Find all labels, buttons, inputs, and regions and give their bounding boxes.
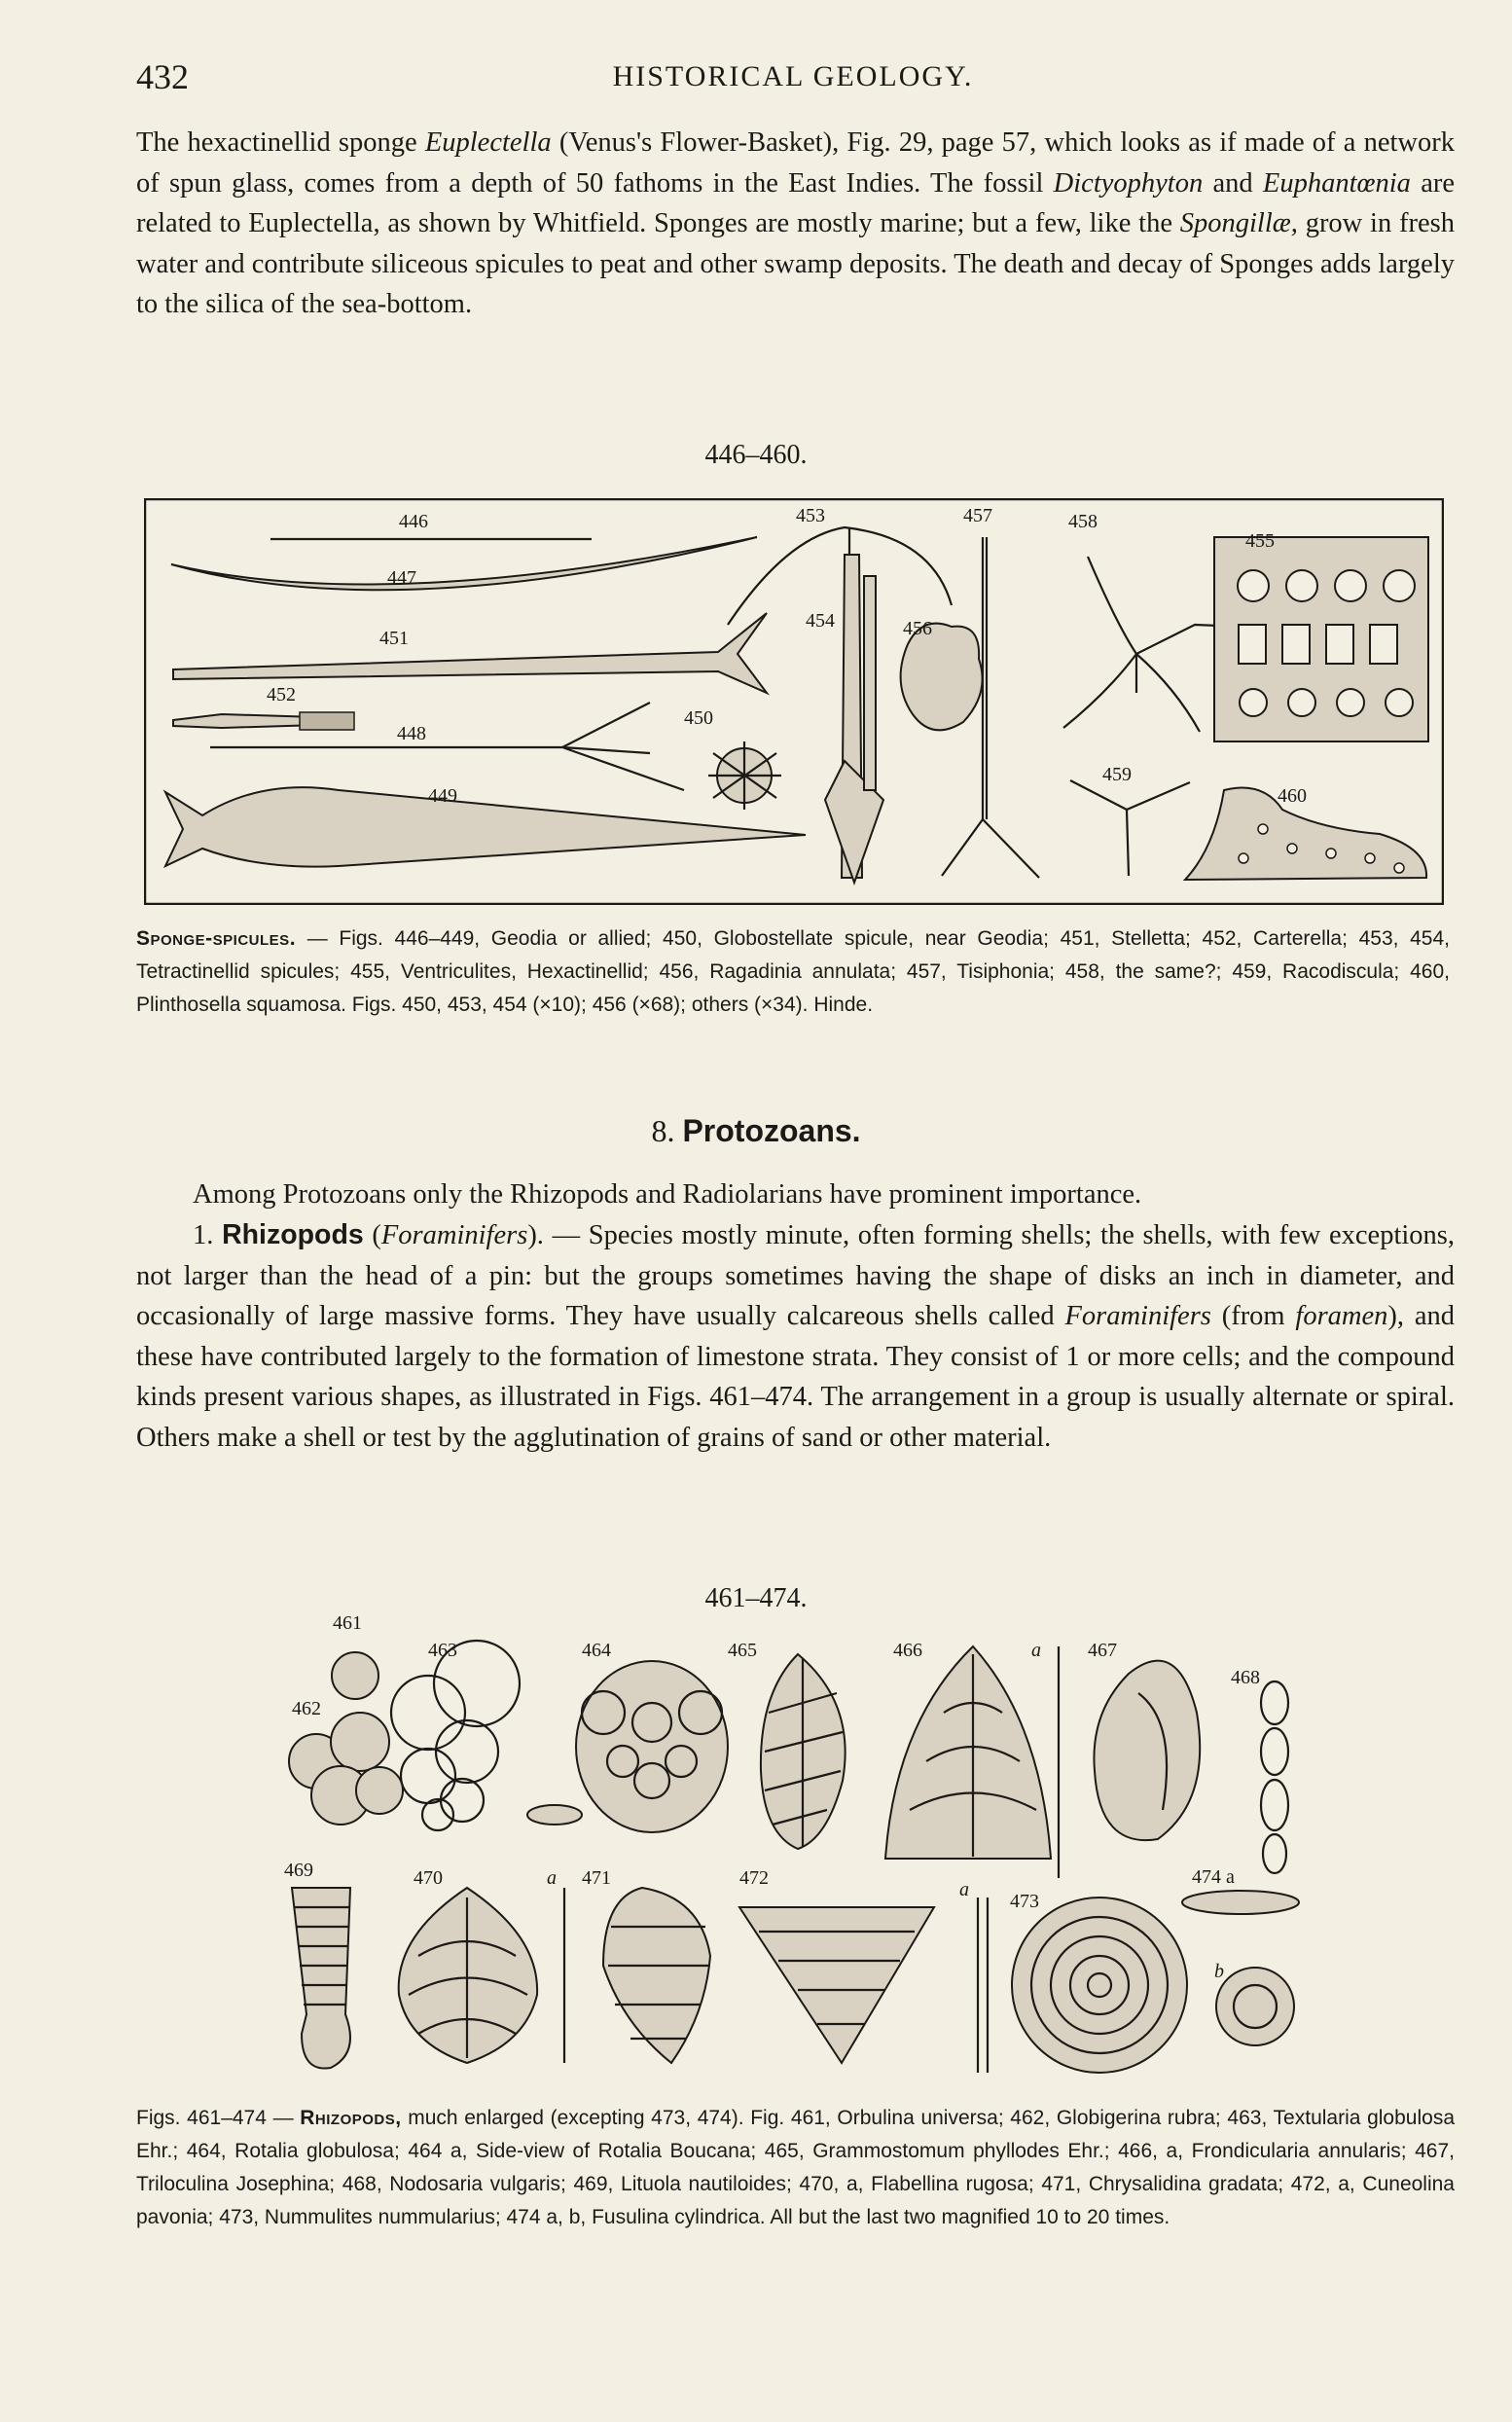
foram-463 <box>391 1641 520 1830</box>
section-title: Protozoans. <box>682 1113 861 1148</box>
foram-464a <box>527 1805 582 1825</box>
caption-lead: Sponge-spicules. <box>136 927 297 950</box>
text-run: The hexactinellid sponge <box>136 127 425 158</box>
foram-468 <box>1261 1681 1288 1873</box>
label-462: 462 <box>292 1698 321 1719</box>
label-463: 463 <box>428 1640 457 1661</box>
label-456: 456 <box>903 618 932 639</box>
spicule-456 <box>901 624 983 731</box>
section-heading <box>0 1113 1512 1149</box>
text-run: and <box>1203 167 1263 199</box>
label-470a: a <box>547 1867 557 1889</box>
caption-lead: Rhizopods, <box>300 2107 402 2129</box>
text-run: ( <box>363 1220 381 1250</box>
label-449: 449 <box>428 785 457 807</box>
sponge-spicules-illustration <box>144 498 1444 905</box>
label-474b: b <box>1214 1961 1224 1982</box>
spicule-453 <box>728 527 952 625</box>
italic-term: Euplectella <box>424 127 552 158</box>
foram-467 <box>1094 1661 1200 1840</box>
foram-473 <box>1012 1898 1187 2073</box>
text-run: ), and these have contributed largely to the formation of limestone strata. They consist of 1 or more cells; and the compound kinds present various shapes, as illustrated in Figs. 461–474. The arrangement in a group is usually alternate or spiral. Others make a shell or test by the agglutination of grains of sand or other material. <box>136 1301 1456 1453</box>
spicule-454-shaft <box>864 576 876 790</box>
text-run: ). <box>527 1220 544 1250</box>
italic-term: Foraminifers <box>1064 1301 1211 1331</box>
foram-472a <box>978 1898 988 2073</box>
text-run: — Species mostly minute, often forming shells; the shells, with few exceptions, not larger than the head of a pin: but the groups sometimes having the shape of disks an inch in diameter, and occasionally of large massive forms. They have usually calcareous shells called <box>136 1220 1455 1331</box>
foram-471 <box>603 1888 710 2063</box>
italic-term: Dictyophyton <box>1053 167 1204 199</box>
spicule-459 <box>1070 780 1190 876</box>
figure-1-caption <box>136 922 1450 1022</box>
italic-term: Euphantœnia <box>1262 167 1411 199</box>
caption-body: — Figs. 446–449, Geodia or allied; 450, Globostellate spicule, near Geodia; 451, Stelletta; 452, Carterella; 453, 454, Tetractinellid spicules; 455, Ventriculites, Hexactinellid; 456, Ragadinia annulata; 457, Tisiphonia; 458, the same?; 459, Racodiscula; 460, Plinthosella squamosa. Figs. 450, 453, 454 (×10); 456 (×68); others (×34). Hinde. <box>136 927 1450 1016</box>
label-471: 471 <box>582 1867 611 1889</box>
bold-term: Rhizopods <box>222 1219 364 1250</box>
label-459: 459 <box>1102 764 1132 785</box>
paragraph-protozoans: Among Protozoans only the Rhizopods and Radiolarians have prominent importance. <box>193 1179 1142 1210</box>
foram-466 <box>885 1646 1051 1859</box>
italic-term: foramen <box>1295 1301 1388 1331</box>
figure-2-plate <box>272 1606 1343 2092</box>
label-472a: a <box>959 1879 969 1900</box>
figure-1-plate <box>144 498 1444 905</box>
foram-474b <box>1216 1968 1294 2045</box>
text-run: (Venus's Flower-Basket), Fig. 29, page 57, which looks as if made of a network of spun glass, comes from a depth of 50 fathoms in the East Indies. The fossil <box>136 127 1455 199</box>
label-466a: a <box>1031 1640 1041 1661</box>
spicule-449 <box>165 787 806 866</box>
label-473: 473 <box>1010 1891 1039 1912</box>
label-447: 447 <box>387 567 416 589</box>
label-460: 460 <box>1278 785 1307 807</box>
figure-2-caption <box>136 2102 1455 2234</box>
figure-2-number: 461–474. <box>704 1583 808 1613</box>
running-head <box>136 56 1450 105</box>
label-457: 457 <box>963 505 992 526</box>
text-run: grow in fresh water and contribute siliceous spicules to peat and other swamp deposits. The death and decay of Sponges adds largely to the silica of the sea-bottom. <box>136 208 1455 319</box>
label-469: 469 <box>284 1860 313 1881</box>
figure-1-number: 446–460. <box>704 440 808 470</box>
spicule-450-rays <box>708 741 781 810</box>
page-number: 432 <box>136 57 189 96</box>
text-run: are related to Euplectella, as shown by Whitfield. Sponges are mostly marine; but a few, like the <box>136 167 1455 238</box>
label-472: 472 <box>739 1867 769 1889</box>
intro-paragraph <box>136 123 1455 325</box>
caption-body: much enlarged (excepting 473, 474). Fig. 461, Orbulina universa; 462, Globigerina rubra; 463, Textularia globulosa Ehr.; 464, Rotalia globulosa; 464 a, Side-view of Rotalia Boucana; 465, Grammostomum phyllodes Ehr.; 466, a, Frondicularia annularis; 467, Triloculina Josephina; 468, Nodosaria vulgaris; 469, Lituola nautiloides; 470, a, Flabellina rugosa; 471, Chrysalidina gradata; 472, a, Cuneolina pavonia; 473, Nummulites nummularius; 474 a, b, Fusulina cylindrica. All but the last two magnified 10 to 20 times. <box>136 2107 1455 2228</box>
label-464: 464 <box>582 1640 611 1661</box>
label-461: 461 <box>333 1612 362 1634</box>
foram-474a <box>1182 1891 1299 1914</box>
italic-term: Foraminifers <box>380 1220 528 1250</box>
foram-461 <box>332 1652 378 1699</box>
label-446: 446 <box>399 511 428 532</box>
spicule-447 <box>171 537 757 590</box>
spicule-452-knot <box>300 712 354 730</box>
foram-464 <box>576 1661 728 1832</box>
foram-469 <box>292 1888 350 2069</box>
label-465: 465 <box>728 1640 757 1661</box>
caption-lead-prefix: Figs. 461–474 — <box>136 2107 301 2129</box>
label-452: 452 <box>267 684 296 705</box>
label-470: 470 <box>414 1867 443 1889</box>
label-454: 454 <box>806 610 835 632</box>
label-451: 451 <box>379 628 409 649</box>
label-468: 468 <box>1231 1667 1260 1688</box>
label-467: 467 <box>1088 1640 1117 1661</box>
spicule-451 <box>173 613 767 693</box>
label-453: 453 <box>796 505 825 526</box>
label-455: 455 <box>1245 530 1275 552</box>
item-number: 1. <box>193 1220 214 1250</box>
paragraph-rhizopods <box>136 1215 1455 1458</box>
label-448: 448 <box>397 723 426 744</box>
rhizopods-illustration <box>272 1606 1343 2092</box>
text-run: (from <box>1210 1301 1296 1331</box>
label-458: 458 <box>1068 511 1098 532</box>
foram-462 <box>289 1713 403 1825</box>
label-474a: 474 a <box>1192 1866 1235 1888</box>
italic-term: Spongillæ, <box>1179 208 1298 238</box>
label-450: 450 <box>684 707 713 729</box>
section-number: 8. <box>651 1113 675 1148</box>
label-466: 466 <box>893 1640 922 1661</box>
running-title: HISTORICAL GEOLOGY. <box>612 60 974 92</box>
